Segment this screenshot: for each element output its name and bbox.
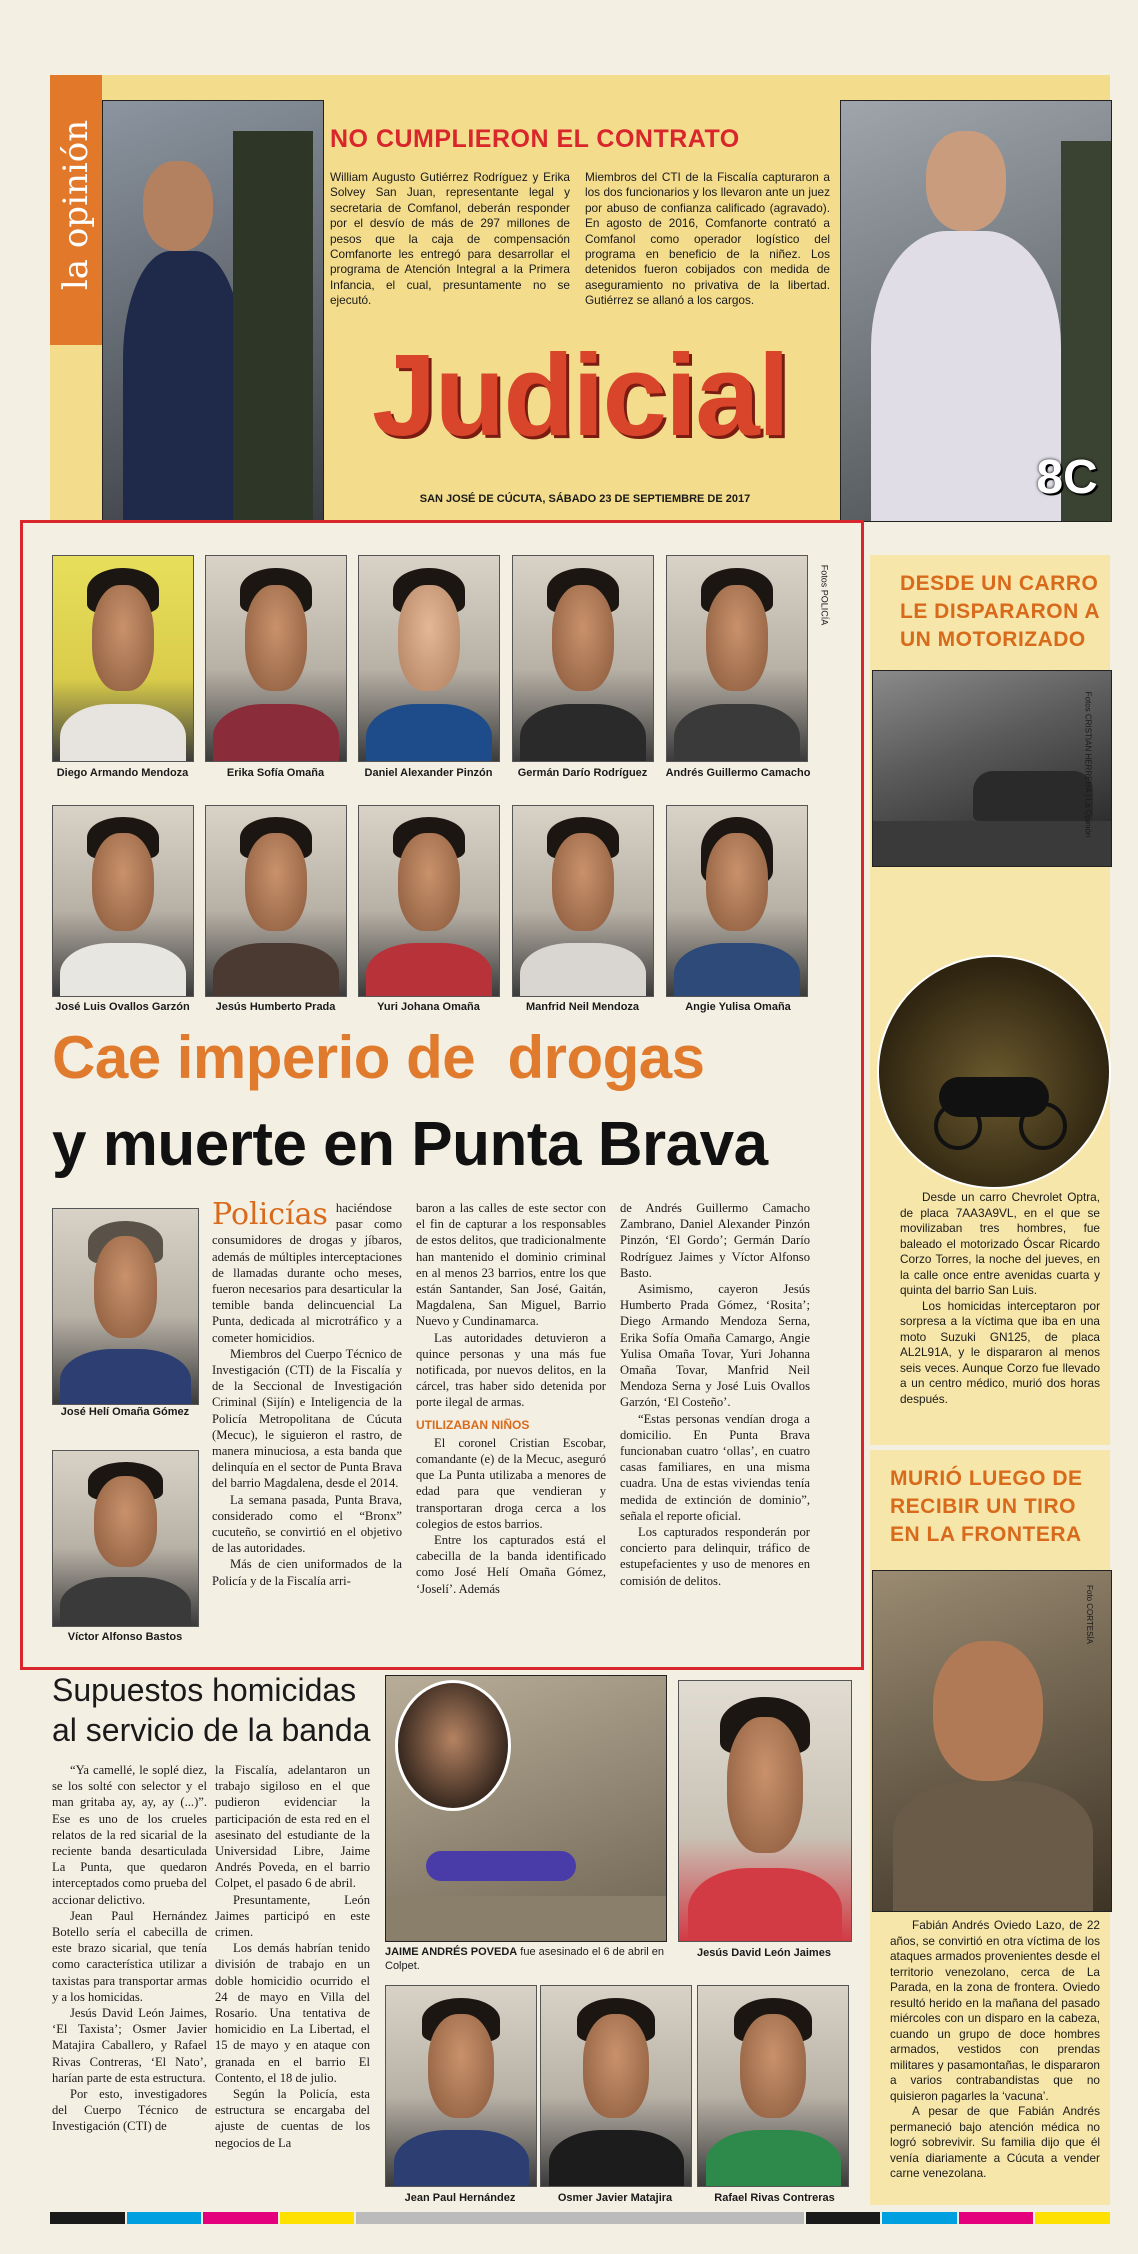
main-col3-p4: Los capturados responderán por concierto para delinquir, tráfico de estupefacientes y uso de menores en comisión de delitos. [620, 1525, 810, 1588]
mugshot-6 [52, 805, 194, 997]
main-col3-p2: Asimismo, cayeron Jesús Humberto Prada Gómez, ‘Rosita’; Diego Armando Mendoza Serna, Erika Sofía Omaña Camargo, Angie Yulisa Omaña Tovar, Yuri Johanna Omaña Tovar, Manfrid Neil Mendoza Serna y José Luis Ovallos Garzón, ‘El Costeño’. [620, 1282, 810, 1410]
main-col2-p2: Las autoridades detuvieron a quince personas y una más fue notificada, por nuevos delitos, en la cárcel, tras haber sido detenida por porte ilegal de armas. [416, 1330, 606, 1410]
sidebar-top-p1: Desde un carro Chevrolet Optra, de placa 7AA3A9VL, en el que se movilizaban tres hombres, fue baleado el motorizado Óscar Ricardo Corzo Torres, la noche del jueves, en la calle once entre avenidas cuarta y quinta del barrio San Luis. [900, 1190, 1100, 1297]
mugshot-1 [52, 555, 194, 762]
main-col3-p1: de Andrés Guillermo Camacho Zambrano, Daniel Alexander Pinzón Pinzón, ‘El Gordo’; Germán Darío Rodríguez Jaimes y Víctor Alfonso Basto. [620, 1201, 810, 1280]
mugshot-leader [52, 1208, 199, 1405]
mugshot-9 [512, 805, 654, 997]
mugshot-hernandez-caption: Jean Paul Hernández [404, 2192, 516, 2204]
mugshot-caption-7: Jesús Humberto Prada [215, 1001, 336, 1013]
main-col3-p3: “Estas personas vendían droga a domicilio. En Punta Brava funcionaban cuatro ‘ollas’, en cuatro casas familiares, en una misma cuadra. Una de estas viviendas tenía medida de extinción de dominio”, señala el reporte oficial. [620, 1411, 810, 1523]
mugshot-5 [666, 555, 808, 762]
mugshot-leader-caption: José Helí Omaña Gómez [60, 1406, 190, 1418]
bottom-col2-p4: Según la Policía, esta estructura se encargaba del ajuste de cuentas de los negocios de La [215, 2087, 370, 2150]
bottom-col1-p3: Jesús David León Jaimes, ‘El Taxista’; Osmer Javier Matajira Caballero, y Rafael Rivas Contreras, ‘El Nato’, harían parte de esta estructura. [52, 2006, 207, 2085]
mugshot-victor-caption: Víctor Alfonso Bastos [67, 1631, 183, 1643]
sidebar-top-photo-street [872, 670, 1112, 867]
main-col1-p2: Miembros del Cuerpo Técnico de Investigación (CTI) de la Fiscalía y de la Seccional de Investigación Criminal (Sijín) e Inteligencia de la Policía Metropolitana de Cúcuta (Mecuc), le siguieron el rastro, de manera minuciosa, a esta banda que delinquía en el sector de Punta Brava del barrio Magdalena, desde el 2014. [212, 1346, 402, 1491]
main-headline-line1: Cae imperio de drogas [52, 1024, 705, 1091]
bottom-col2-p2: Presuntamente, León Jaimes participó en este crimen. [215, 1892, 370, 1940]
mugshot-leon-caption: Jesús David León Jaimes [697, 1947, 831, 1959]
mugshot-rivas-caption: Rafael Rivas Contreras [714, 2192, 835, 2204]
mugshot-caption-3: Daniel Alexander Pinzón [364, 767, 493, 779]
mugshot-caption-6: José Luis Ovallos Garzón [55, 1001, 190, 1013]
mugshot-caption-1: Diego Armando Mendoza [56, 767, 189, 779]
bottom-col1-p1: “Ya camellé, le soplé diez, se los solté con selector y el man gritaba ay, ay, ay (...)”. Ese es uno de los crueles relatos de la red sicarial de la reciente banda desarticulada La Punta, que quedaron interceptados como prueba del accionar delictivo. [52, 1763, 207, 1907]
main-col1-p4: Más de cien uniformados de la Policía y de la Fiscalía arri- [212, 1557, 402, 1588]
mugshot-matajira-caption: Osmer Javier Matajira [557, 2192, 673, 2204]
top-story-col2: Miembros del CTI de la Fiscalía capturaron a los dos funcionarios y los llevaron ante un juez por abuso de confianza calificado (agravado). En agosto de 2016, Comfanorte contrató a Comfanol como operador logístico del programa en beneficio de la niñez. Los detenidos fueron cobijados con medida de aseguramiento no privativa de la libertad. Gutiérrez se allanó a los cargos. [585, 170, 830, 308]
mugshot-victor [52, 1450, 199, 1627]
bottom-col1-p4: Por esto, investigadores del Cuerpo Técnico de Investigación (CTI) de [52, 2087, 207, 2134]
bottom-col2-p3: Los demás habrían tenido división de trabajo en un doble homicidio ocurrido el 24 de mayo en Villa del Rosario. Una tentativa de homicidio en La Libertad, el 15 de mayo y en ataque con granada en el barrio El Contento, el 18 de julio. [215, 1941, 370, 2085]
sidebar-bottom-p1: Fabián Andrés Oviedo Lazo, de 22 años, se convirtió en otra víctima de los ataques armados provenientes desde el territorio venezolano, cerca de La Parada, en la zona de frontera. Oviedo resultó herido en la mañana del pasado miércoles con un disparo en la cabeza, cuando un grupo de doce hombres armados, vestidos con prendas militares y pasamontañas, le dispararon a varios contrabandistas que no quisieron pagarles la ‘vacuna’. [890, 1918, 1100, 2103]
sidebar-bottom-headline: MURIÓ LUEGO DE RECIBIR UN TIRO EN LA FRONTERA [890, 1467, 1083, 1546]
bottom-col-2 [215, 1762, 370, 2151]
mugshot-7 [205, 805, 347, 997]
sidebar-bottom-p2: A pesar de que Fabián Andrés permaneció bajo atención médica no logró sobrevivir. Su familia dijo que él venía diariamente a Cúcuta a vender carne venezolana. [890, 2104, 1100, 2180]
sidebar-bottom-photo [872, 1570, 1112, 1912]
bottom-headline-line2: al servicio de la banda [52, 1712, 371, 1748]
bottom-col2-p1: la Fiscalía, adelantaron un trabajo sigiloso en el que pudieron evidenciar la participación de esta red en el asesinato del estudiante de la Universidad Libre, Jaime Andrés Poveda, en el barrio Colpet, el pasado 6 de abril. [215, 1763, 370, 1891]
main-col2-p3: El coronel Cristian Escobar, comandante (e) de la Mecuc, aseguró que La Punta utilizaba a menores de edad para que vendieran y transportaran droga cerca a los colegios de estos barrios. [416, 1435, 606, 1531]
section-brand-box [50, 75, 102, 345]
bottom-headline-line1: Supuestos homicidas [52, 1672, 357, 1708]
drop-word: Policías [212, 1197, 328, 1232]
main-col2-p1: baron a las calles de este sector con el fin de capturar a los responsables de estos delitos, que tradicionalmente han mantenido el dominio criminal en al menos 23 barrios, entre los que están Santander, San José, Gaitán, Magdalena, San Miguel, Barrio Nuevo y Cundinamarca. [416, 1201, 606, 1329]
top-photo-left [102, 100, 324, 522]
section-title: Judicial [372, 330, 788, 460]
sidebar-top-p2: Los homicidas interceptaron por sorpresa a la víctima que iba en una moto Suzuki GN125, de placa AL2L91A, y le dispararon al menos seis veces. Aunque Corzo fue llevado a un centro médico, murió dos horas después. [900, 1298, 1100, 1406]
mugshot-caption-4: Germán Darío Rodríguez [517, 767, 648, 779]
sidebar-bottom-text [890, 1918, 1100, 2182]
mugshot-4 [512, 555, 654, 762]
main-subhead: UTILIZABAN NIÑOS [416, 1417, 530, 1432]
main-col1-p3: La semana pasada, Punta Brava, considerado como el “Bronx” cucuteño, se convirtió en el objetivo de las autoridades. [212, 1492, 402, 1556]
main-col2-p4: Entre los capturados está el cabecilla de la banda identificado como José Helí Omaña Gómez, ‘Joselí’. Además [416, 1533, 606, 1596]
mugshot-8 [358, 805, 500, 997]
bottom-col1-p2: Jean Paul Hernández Botello sería el cabecilla de este brazo sicarial, que tenía como característica utilizar a taxistas para transportar armas y a los homicidas. [52, 1908, 207, 2004]
mugshot-hernandez [385, 1985, 537, 2187]
top-story-headline: NO CUMPLIERON EL CONTRATO [330, 125, 740, 153]
main-photo-credit: Fotos POLICÍA [819, 564, 830, 626]
top-story-col1: William Augusto Gutiérrez Rodríguez y Erika Solvey San Juan, representante legal y secretaria de Comfanol, deberán responder por el desvío de más de 297 millones de pesos que la caja de compensación Comfanorte les entregó para desarrollar el programa de Atención Integral a la Primera Infancia, el cual, presuntamente no se ejecutó. [330, 170, 570, 308]
mugshot-caption-10: Angie Yulisa Omaña [685, 1001, 791, 1013]
sidebar-top-text [900, 1190, 1100, 1407]
color-registration-bar [50, 2212, 1110, 2224]
sidebar-bottom-photo-credit: Foto CORTESÍA [1084, 1585, 1094, 1644]
sidebar-top-photo-credit: Fotos CRISTIAN HERRERA | La Opinión [1083, 691, 1093, 838]
main-col1-p1: haciéndose pasar como consumidores de drogas y jíbaros, además de múltiples interceptaciones de llamadas durante ocho meses, fueron necesarios para desarticular la temible banda delincuencial La Punta, dedicada al microtráfico y a cometer homicidios. [212, 1201, 402, 1345]
main-headline-line2: y muerte en Punta Brava [52, 1110, 768, 1179]
mugshot-rivas [697, 1985, 849, 2187]
mugshot-caption-8: Yuri Johana Omaña [377, 1001, 480, 1013]
victim-inset-photo [395, 1680, 511, 1811]
mugshot-3 [358, 555, 500, 762]
mugshot-leon [678, 1680, 852, 1942]
mugshot-2 [205, 555, 347, 762]
mugshot-matajira [540, 1985, 692, 2187]
main-col-2 [416, 1200, 606, 1597]
main-col-3 [620, 1200, 810, 1589]
sidebar-top-headline: DESDE UN CARRO LE DISPARARON A UN MOTORIZADO [900, 572, 1100, 651]
crime-photo-caption [385, 1945, 670, 1973]
crime-caption-name: JAIME ANDRÉS POVEDA [385, 1946, 518, 1958]
dateline: SAN JOSÉ DE CÚCUTA, SÁBADO 23 DE SEPTIEMBRE DE 2017 [419, 493, 751, 505]
main-col-1 [212, 1197, 402, 1589]
mugshot-caption-9: Manfrid Neil Mendoza [525, 1001, 640, 1013]
mugshot-caption-2: Erika Sofía Omaña [226, 767, 325, 779]
mugshot-caption-5: Andrés Guillermo Camacho [665, 767, 811, 779]
section-brand: la opinión [56, 119, 96, 291]
bottom-col-1 [52, 1762, 207, 2135]
page-number: 8C [1036, 451, 1098, 504]
mugshot-10 [666, 805, 808, 997]
crime-caption-rest: fue asesinado el 6 de abril en Colpet. [385, 1946, 665, 1972]
sidebar-top-photo-moto [877, 955, 1111, 1189]
